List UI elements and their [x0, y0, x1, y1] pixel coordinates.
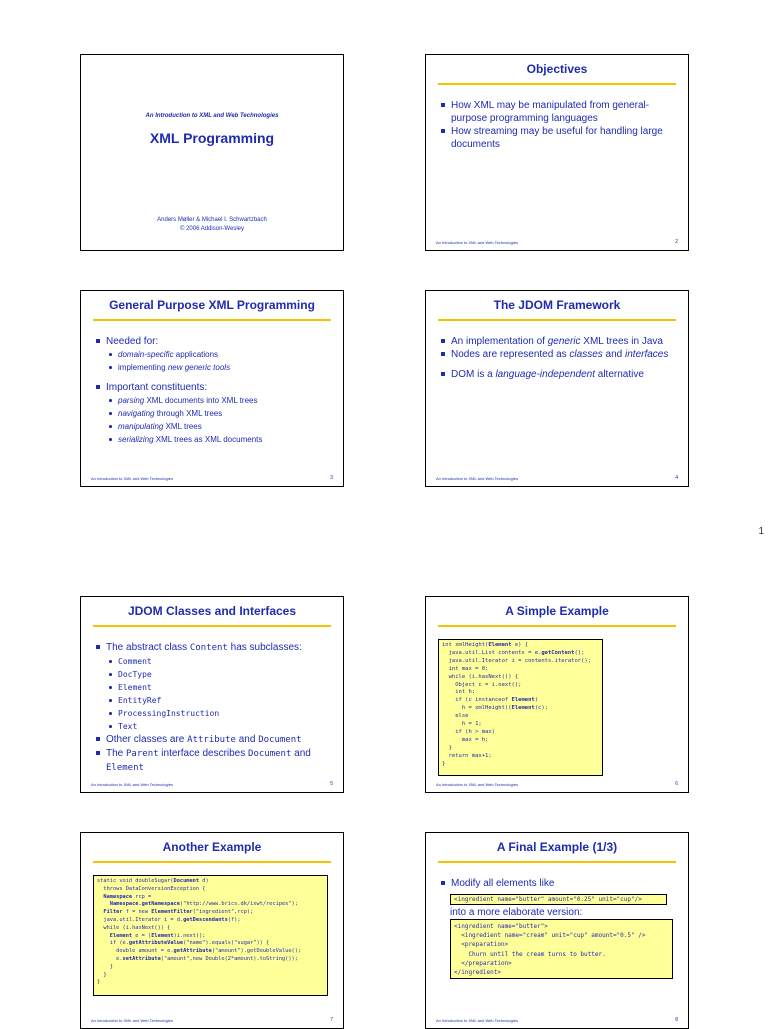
text: through XML trees: [154, 409, 223, 418]
code: Document: [248, 749, 292, 759]
title-underline: [93, 319, 331, 321]
sub-bullet: [94, 348, 333, 361]
text: and: [602, 349, 626, 360]
bullet: [94, 747, 333, 775]
slide-body: [439, 335, 678, 381]
slide-title: The JDOM Framework: [493, 298, 621, 312]
code-block: static void doubleSugar(Document d) throws DataConversionException { Namespace rcp = Namespace.getNamespace("http://www.brics.dk/ixwt/recipes"); Filter f = new ElementFilter("ingredient",rcp); java.util.Iterator i = d.getDescendants(f); while (i.hasNext()) { Element e = (Element)i.next(); if (e.getAttributeValue("name").equals("sugar")) { double amount = e.getAttribute("amount").getDoubleValue(); e.setAttribute("amount",new Double(2*amount).toString()); } } }: [93, 875, 328, 996]
slide-title: A Simple Example: [505, 604, 609, 618]
slide-number: 6: [675, 781, 678, 787]
sub-bullet: [94, 407, 333, 420]
slide-authors: [81, 216, 343, 234]
code: Parent: [126, 749, 159, 759]
slide-title: A Final Example (1/3): [496, 840, 618, 854]
emphasis: domain-specific: [118, 350, 174, 359]
text: has subclasses:: [227, 642, 302, 653]
emphasis: manipulating: [118, 422, 164, 431]
slide-number: 5: [330, 781, 333, 787]
slide-title: XML Programming: [149, 130, 275, 146]
slide-footer: An Introduction to XML and Web Technologies: [436, 240, 518, 245]
text: Nodes are represented as: [451, 349, 570, 360]
slide-title: JDOM Classes and Interfaces: [127, 604, 297, 618]
bullet: How XML may be manipulated from general-purpose programming languages: [439, 99, 678, 125]
sub-bullet: [94, 433, 333, 446]
slide-4: [425, 290, 689, 487]
bullet: [94, 641, 333, 655]
slide-body: [439, 99, 678, 151]
title-underline: [438, 861, 676, 863]
bullet-continuation: into a more elaborate version:: [450, 907, 583, 918]
slide-title: Another Example: [162, 840, 262, 854]
bullet: [439, 348, 678, 361]
title-underline: [438, 83, 676, 85]
emphasis: language-independent: [495, 369, 595, 380]
code: Attribute: [187, 735, 236, 745]
text: and: [291, 748, 311, 759]
code: Element: [106, 763, 144, 773]
bullet: [94, 733, 333, 747]
text: The abstract class: [106, 642, 190, 653]
slide-number: 7: [330, 1017, 333, 1023]
slide-footer: An Introduction to XML and Web Technologies: [91, 476, 173, 481]
slide-body: [94, 641, 333, 775]
sub-bullet: [94, 420, 333, 433]
text: XML trees: [163, 422, 202, 431]
code-block: <ingredient name="butter"> <ingredient name="cream" unit="cup" amount="0.5" /> <preparation> Churn until the cream turns to butter. </preparation> </ingredient>: [450, 919, 673, 979]
sub-bullet: [94, 394, 333, 407]
text: interface describes: [158, 748, 249, 759]
slide-body: [439, 877, 678, 890]
emphasis: interfaces: [625, 349, 669, 360]
slide-subtitle: An Introduction to XML and Web Technologies: [145, 113, 279, 119]
sub-bullet: DocType: [94, 668, 333, 681]
text: alternative: [595, 369, 644, 380]
slide-footer: An Introduction to XML and Web Technologies: [436, 1018, 518, 1023]
emphasis: serializing: [118, 435, 154, 444]
title-underline: [438, 625, 676, 627]
slide-footer: An Introduction to XML and Web Technologies: [436, 782, 518, 787]
title-underline: [438, 319, 676, 321]
slide-3: [80, 290, 344, 487]
sub-bullet: [94, 361, 333, 374]
emphasis: parsing: [118, 396, 145, 405]
slide-footer: An Introduction to XML and Web Technologies: [91, 782, 173, 787]
title-underline: [93, 861, 331, 863]
slide-7: [80, 832, 344, 1029]
sub-bullet: EntityRef: [94, 694, 333, 707]
slide-2: [425, 54, 689, 251]
slide-footer: An Introduction to XML and Web Technologies: [91, 1018, 173, 1023]
slide-footer: An Introduction to XML and Web Technologies: [436, 476, 518, 481]
text: Other classes are: [106, 734, 188, 745]
slide-body: [94, 335, 333, 446]
bullet: Needed for:: [94, 335, 333, 348]
text: XML documents into XML trees: [144, 396, 258, 405]
slide-8: [425, 832, 689, 1029]
text: applications: [173, 350, 219, 359]
code-block: int xmlHeight(Element e) { java.util.List contents = e.getContent(); java.util.Iterator i = contents.iterator(); int max = 0; while (i.hasNext()) { Object c = i.next(); int h; if (c instanceof Element) h = xmlHeight((Element)c); else h = 1; if (h > max) max = h; } return max+1; }: [438, 639, 603, 776]
bullet: Modify all elements like: [439, 877, 678, 890]
title-underline: [93, 625, 331, 627]
text: The: [106, 748, 127, 759]
text: An implementation of: [451, 336, 548, 347]
text: DOM is a: [451, 369, 496, 380]
slide-number: 2: [675, 239, 678, 245]
authors-line: Anders Møller & Michael I. Schwartzbach: [157, 217, 267, 223]
slide-title: Objectives: [526, 62, 588, 76]
code: Document: [258, 735, 302, 745]
emphasis: navigating: [118, 409, 155, 418]
page-number: 1: [758, 526, 764, 537]
sub-bullet: Comment: [94, 655, 333, 668]
copyright-line: © 2006 Addison-Wesley: [179, 226, 244, 232]
text: XML trees as XML documents: [153, 435, 263, 444]
code: Content: [189, 643, 228, 653]
bullet: [439, 368, 678, 381]
bullet: How streaming may be useful for handling large documents: [439, 125, 678, 151]
sub-bullet: Text: [94, 720, 333, 733]
emphasis: generic: [547, 336, 581, 347]
bullet: Important constituents:: [94, 381, 333, 394]
slide-5: [80, 596, 344, 793]
sub-bullet: Element: [94, 681, 333, 694]
slide-number: 3: [330, 475, 333, 481]
bullet: [439, 335, 678, 348]
slide-number: 8: [675, 1017, 678, 1023]
slide-title: General Purpose XML Programming: [109, 298, 315, 312]
code-snippet: <ingredient name="butter" amount="0.25" unit="cup"/>: [450, 894, 667, 905]
text: implementing: [118, 363, 168, 372]
text: XML trees in Java: [580, 336, 663, 347]
emphasis: classes: [569, 349, 603, 360]
text: and: [235, 734, 259, 745]
slide-6: [425, 596, 689, 793]
slide-1: [80, 54, 344, 251]
slide-number: 4: [675, 475, 678, 481]
sub-bullet: ProcessingInstruction: [94, 707, 333, 720]
emphasis: new generic tools: [167, 363, 231, 372]
